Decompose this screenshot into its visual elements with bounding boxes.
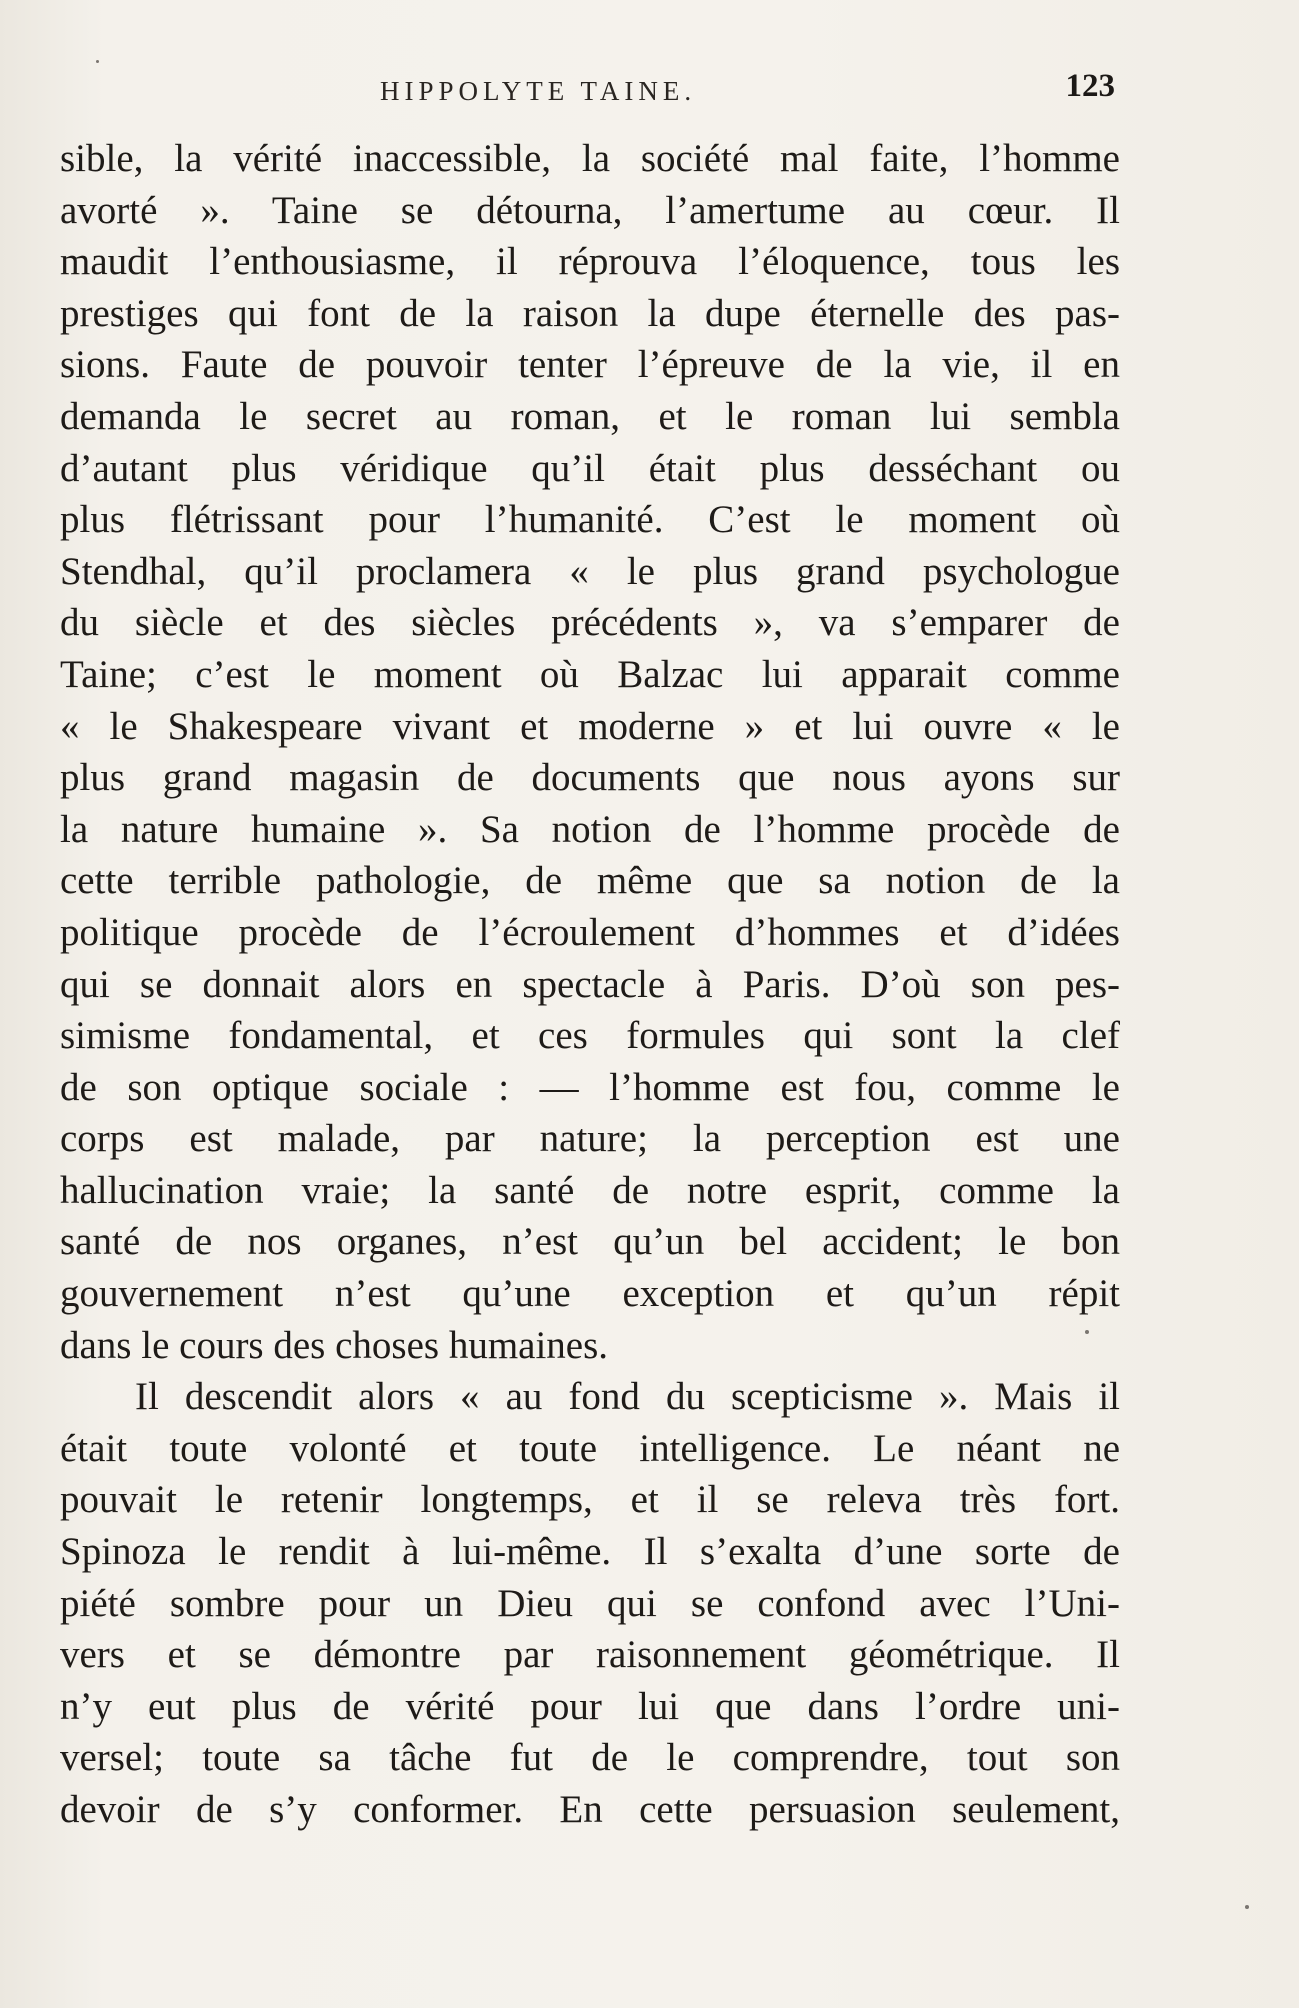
text-line: de son optique sociale : — l’homme est fou, comme le	[60, 1065, 1120, 1109]
running-head: HIPPOLYTE TAINE.	[380, 76, 697, 106]
text-line: politique procède de l’écroulement d’hommes et d’idées	[60, 910, 1120, 954]
paragraph-1	[60, 133, 1120, 1371]
text-line: devoir de s’y conformer. En cette persuasion seulement,	[60, 1788, 1120, 1831]
text-line: hallucination vraie; la santé de notre esprit, comme la	[60, 1168, 1120, 1212]
text-line: avorté ». Taine se détourna, l’amertume au cœur. Il	[60, 188, 1120, 232]
text-line: maudit l’enthousiasme, il réprouva l’éloquence, tous les	[60, 240, 1120, 284]
text-line: gouvernement n’est qu’une exception et qu’un répit	[60, 1272, 1120, 1316]
text-line: qui se donnait alors en spectacle à Paris. D’où son pes-	[60, 962, 1120, 1006]
text-line: n’y eut plus de vérité pour lui que dans l’ordre uni-	[60, 1684, 1120, 1728]
text-line: versel; toute sa tâche fut de le comprendre, tout son	[60, 1736, 1120, 1780]
text-line: demanda le secret au roman, et le roman lui sembla	[60, 394, 1120, 438]
text-line: simisme fondamental, et ces formules qui sont la clef	[60, 1014, 1120, 1058]
text-line: plus flétrissant pour l’humanité. C’est le moment où	[60, 498, 1120, 542]
page-header	[60, 68, 1115, 118]
paper-speck	[1085, 1330, 1089, 1334]
text-line: vers et se démontre par raisonnement géométrique. Il	[60, 1633, 1120, 1677]
text-line: santé de nos organes, n’est qu’un bel accident; le bon	[60, 1220, 1120, 1264]
page-number: 123	[1065, 68, 1115, 104]
text-line: du siècle et des siècles précédents », va s’emparer de	[60, 601, 1120, 645]
text-line: plus grand magasin de documents que nous ayons sur	[60, 756, 1120, 800]
text-line: était toute volonté et toute intelligence. Le néant ne	[60, 1426, 1120, 1470]
text-line: d’autant plus véridique qu’il était plus desséchant ou	[60, 446, 1120, 490]
body-text	[60, 133, 1120, 1836]
text-line: cette terrible pathologie, de même que sa notion de la	[60, 859, 1120, 903]
text-line: Il descendit alors « au fond du scepticisme ». Mais il	[135, 1375, 1120, 1419]
text-line: Taine; c’est le moment où Balzac lui apparait comme	[60, 652, 1120, 696]
text-line: Stendhal, qu’il proclamera « le plus grand psychologue	[60, 549, 1120, 593]
text-line: pouvait le retenir longtemps, et il se releva très fort.	[60, 1478, 1120, 1522]
paper-speck	[96, 60, 99, 63]
text-line: la nature humaine ». Sa notion de l’homme procède de	[60, 807, 1120, 851]
text-line: dans le cours des choses humaines.	[60, 1323, 609, 1367]
text-line: sions. Faute de pouvoir tenter l’épreuve de la vie, il en	[60, 343, 1120, 387]
text-line: prestiges qui font de la raison la dupe éternelle des pas-	[60, 291, 1120, 335]
paper-speck	[1245, 1905, 1249, 1909]
text-line: sible, la vérité inaccessible, la société mal faite, l’homme	[60, 137, 1120, 180]
text-line: piété sombre pour un Dieu qui se confond avec l’Uni-	[60, 1581, 1120, 1625]
text-line: corps est malade, par nature; la perception est une	[60, 1117, 1120, 1161]
paragraph-2	[60, 1371, 1120, 1835]
text-line: Spinoza le rendit à lui-même. Il s’exalta d’une sorte de	[60, 1530, 1120, 1574]
text-line: « le Shakespeare vivant et moderne » et lui ouvre « le	[60, 704, 1120, 748]
